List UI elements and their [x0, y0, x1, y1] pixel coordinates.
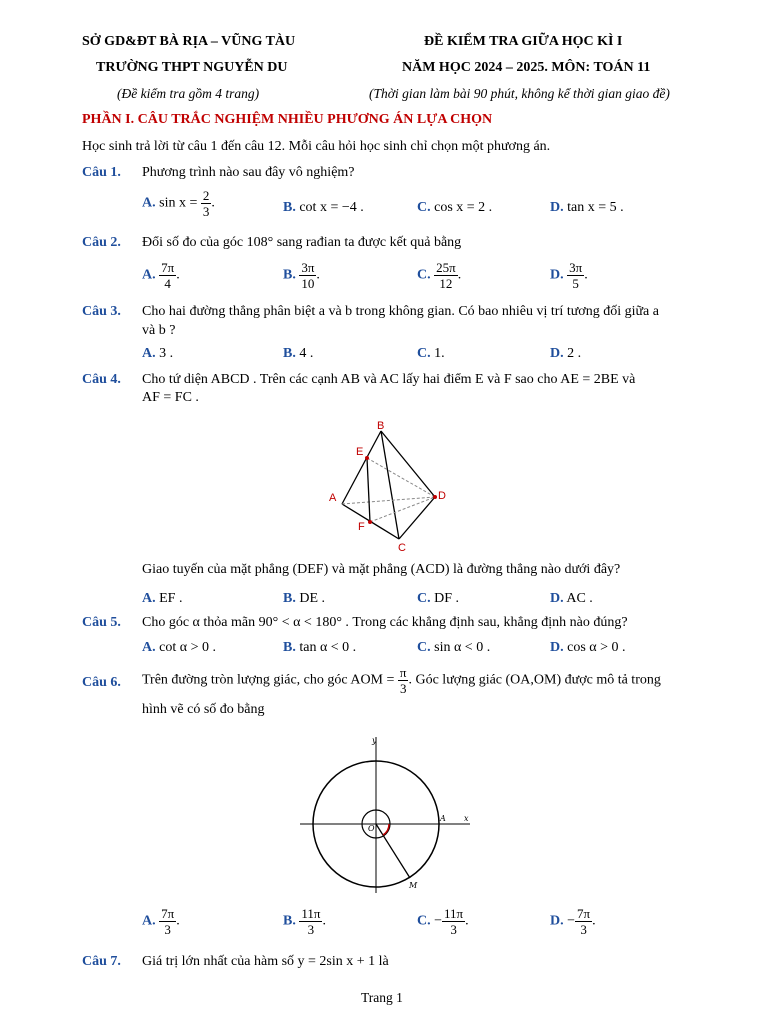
numerator: 25π: [436, 260, 456, 275]
instruction: Học sinh trả lời từ câu 1 đến câu 12. Mỗi câu hỏi học sinh chỉ chọn một phương án.: [82, 139, 551, 154]
option-label: B.: [283, 200, 296, 215]
numerator: 7π: [161, 260, 175, 275]
q6-option-c: [417, 906, 469, 937]
school-name: TRƯỜNG THPT NGUYỄN DU: [96, 60, 288, 75]
option-label: B.: [283, 591, 296, 606]
page-number: Trang 1: [361, 990, 403, 1005]
q6-text-line2: hình vẽ có số đo bằng: [142, 702, 265, 717]
point-e: [365, 456, 369, 460]
numerator: 7π: [161, 906, 175, 921]
angle-arc: [383, 824, 389, 835]
q2-text: Đổi số đo của góc 108° sang rađian ta được kết quả bằng: [142, 235, 462, 250]
label-y: y: [372, 736, 377, 745]
label-f: F: [358, 521, 365, 533]
label-m: M: [409, 881, 418, 890]
label-c: C: [398, 542, 406, 554]
q1-option-d: [550, 200, 624, 216]
option-dot: .: [211, 195, 215, 211]
option-label: B.: [283, 913, 296, 929]
unit-circle-figure: [292, 735, 476, 895]
numerator: 3π: [569, 260, 583, 275]
option-text: tan x = 5 .: [567, 200, 624, 215]
q5-text: Cho góc α thỏa mãn 90° < α < 180° . Trong các khẳng định sau, khẳng định nào đúng?: [142, 615, 628, 630]
fraction: [442, 906, 465, 937]
numerator: 3π: [301, 260, 315, 275]
option-text: sin α < 0 .: [434, 640, 491, 655]
option-label: A.: [142, 913, 156, 929]
numerator: 11π: [301, 906, 321, 921]
option-text: cot α > 0 .: [159, 640, 216, 655]
minus-sign: −: [434, 913, 443, 929]
option-dot: .: [584, 267, 588, 283]
option-text: 2 .: [567, 346, 582, 361]
q5-option-c: [417, 640, 490, 656]
denominator: 12: [439, 276, 453, 291]
option-label: B.: [283, 267, 296, 283]
label-a: A: [440, 814, 446, 823]
fraction: [159, 260, 176, 291]
exam-title: ĐỀ KIỂM TRA GIỮA HỌC KÌ I: [424, 34, 623, 49]
fraction: [575, 906, 592, 937]
option-label: C.: [417, 640, 431, 655]
option-label: D.: [550, 267, 564, 283]
denominator: 3: [580, 922, 587, 937]
q3-text-line2: và b ?: [142, 323, 176, 338]
option-text: DF .: [434, 591, 460, 606]
q4-question: Giao tuyến của mặt phẳng (DEF) và mặt phẳng (ACD) là đường thẳng nào dưới đây?: [142, 562, 621, 577]
option-dot: .: [465, 913, 469, 929]
fraction: [299, 906, 322, 937]
denominator: 3: [164, 922, 171, 937]
q2-label: Câu 2.: [82, 235, 121, 250]
denominator: 3: [450, 922, 457, 937]
q7-label: Câu 7.: [82, 954, 121, 969]
option-dot: .: [592, 913, 596, 929]
edge-cd: [399, 497, 435, 539]
q2-option-c: [417, 260, 461, 291]
q4-option-b: [283, 591, 325, 607]
q5-option-b: [283, 640, 356, 656]
minus-sign: −: [567, 913, 576, 929]
option-dot: .: [457, 267, 462, 283]
q3-option-c: [417, 346, 445, 362]
option-text: tan α < 0 .: [299, 640, 357, 655]
option-text: DE .: [299, 591, 326, 606]
q3-option-a: [142, 346, 173, 362]
option-label: D.: [550, 640, 564, 655]
q6-label: Câu 6.: [82, 675, 121, 690]
q2-option-a: [142, 260, 180, 291]
option-label: D.: [550, 200, 564, 215]
option-text: cot x = −4 .: [299, 200, 364, 215]
q1-label: Câu 1.: [82, 165, 121, 180]
label-e: E: [356, 446, 364, 458]
option-text: 1.: [434, 346, 445, 361]
denominator: 3: [307, 922, 315, 937]
q4-option-a: [142, 591, 182, 607]
option-label: C.: [417, 913, 431, 929]
q6-text-part1: Trên đường tròn lượng giác, cho góc AOM =: [142, 672, 398, 688]
segment-ed: [367, 458, 435, 497]
edge-ab: [342, 431, 381, 504]
q7-text: Giá trị lớn nhất của hàm số y = 2sin x + 1 là: [142, 954, 389, 969]
option-label: C.: [417, 346, 431, 361]
label-o: O: [368, 824, 375, 833]
option-dot: .: [176, 913, 180, 929]
point-f: [368, 520, 372, 524]
label-d: D: [438, 490, 446, 502]
fraction: [201, 188, 212, 219]
q3-option-b: [283, 346, 313, 362]
q3-label: Câu 3.: [82, 304, 121, 319]
exam-time-note: (Thời gian làm bài 90 phút, không kể thời gian giao đề): [369, 86, 670, 101]
q6-text-part2: . Góc lượng giác (OA,OM) được mô tả trong: [408, 672, 661, 688]
q4-text-line2: AF = FC .: [142, 390, 199, 405]
tetrahedron-figure: [320, 418, 460, 558]
q1-option-a: [142, 188, 215, 219]
option-text: 4 .: [299, 346, 314, 361]
option-label: C.: [417, 200, 431, 215]
option-label: A.: [142, 640, 156, 655]
option-text: EF .: [159, 591, 183, 606]
option-text: AC .: [566, 591, 593, 606]
radius-om: [376, 824, 410, 878]
q4-option-c: [417, 591, 459, 607]
option-label: A.: [142, 346, 156, 361]
option-label: A.: [142, 591, 156, 606]
fraction: [434, 260, 458, 291]
q2-option-d: [550, 260, 588, 291]
option-label: D.: [550, 913, 564, 929]
option-label: D.: [550, 346, 564, 361]
edge-bc: [381, 431, 399, 539]
option-label: C.: [417, 591, 431, 606]
denominator: 10: [301, 276, 315, 291]
numerator: 7π: [577, 906, 591, 921]
q1-option-b: [283, 200, 364, 216]
denominator: 5: [572, 276, 579, 291]
section-title: PHẦN I. CÂU TRẮC NGHIỆM NHIỀU PHƯƠNG ÁN LỰA CHỌN: [82, 112, 493, 127]
q1-option-c: [417, 200, 492, 216]
q5-label: Câu 5.: [82, 615, 121, 630]
option-label: A.: [142, 267, 156, 283]
option-label: B.: [283, 640, 296, 655]
school-dept: SỞ GD&ĐT BÀ RỊA – VŨNG TÀU: [82, 34, 296, 49]
point-d: [433, 495, 437, 499]
fraction: [567, 260, 584, 291]
q6-option-a: [142, 906, 180, 937]
numerator: π: [399, 665, 407, 680]
denominator: 3: [202, 204, 210, 219]
q5-option-a: [142, 640, 216, 656]
q3-option-d: [550, 346, 581, 362]
segment-ef: [367, 458, 370, 522]
numerator: 2: [202, 188, 210, 203]
option-label: A.: [142, 195, 156, 211]
edge-ad: [342, 497, 435, 504]
option-text: 3 .: [159, 346, 174, 361]
q2-option-b: [283, 260, 320, 291]
label-a: A: [329, 492, 337, 504]
option-dot: .: [176, 267, 180, 283]
q6-option-d: [550, 906, 596, 937]
denominator: 4: [164, 276, 171, 291]
fraction: [299, 260, 316, 291]
edge-bd: [381, 431, 435, 497]
fraction: [398, 665, 409, 696]
option-text: cos x = 2 .: [434, 200, 493, 215]
option-dot: .: [322, 913, 326, 929]
option-label: D.: [550, 591, 564, 606]
page-count-note: (Đề kiểm tra gồm 4 trang): [117, 86, 260, 101]
label-x: x: [464, 814, 469, 823]
q1-text: Phương trình nào sau đây vô nghiệm?: [142, 165, 355, 180]
option-text: cos α > 0 .: [567, 640, 626, 655]
q3-text-line1: Cho hai đường thẳng phân biệt a và b trong không gian. Có bao nhiêu vị trí tương đối giữa a: [142, 304, 659, 319]
option-label: B.: [283, 346, 296, 361]
q4-option-d: [550, 591, 593, 607]
q6-text-line1: [142, 665, 661, 696]
option-label: C.: [417, 267, 431, 283]
denominator: 3: [399, 681, 407, 696]
q4-label: Câu 4.: [82, 372, 121, 387]
q6-option-b: [283, 906, 326, 937]
numerator: 11π: [444, 906, 464, 921]
label-b: B: [377, 420, 385, 432]
q5-option-d: [550, 640, 626, 656]
option-text: sin x =: [159, 195, 201, 211]
option-dot: .: [316, 267, 320, 283]
fraction: [159, 906, 176, 937]
q4-text-line1: Cho tứ diện ABCD . Trên các cạnh AB và AC lấy hai điểm E và F sao cho AE = 2BE và: [142, 372, 636, 387]
exam-year-subject: NĂM HỌC 2024 – 2025. MÔN: TOÁN 11: [402, 60, 651, 75]
